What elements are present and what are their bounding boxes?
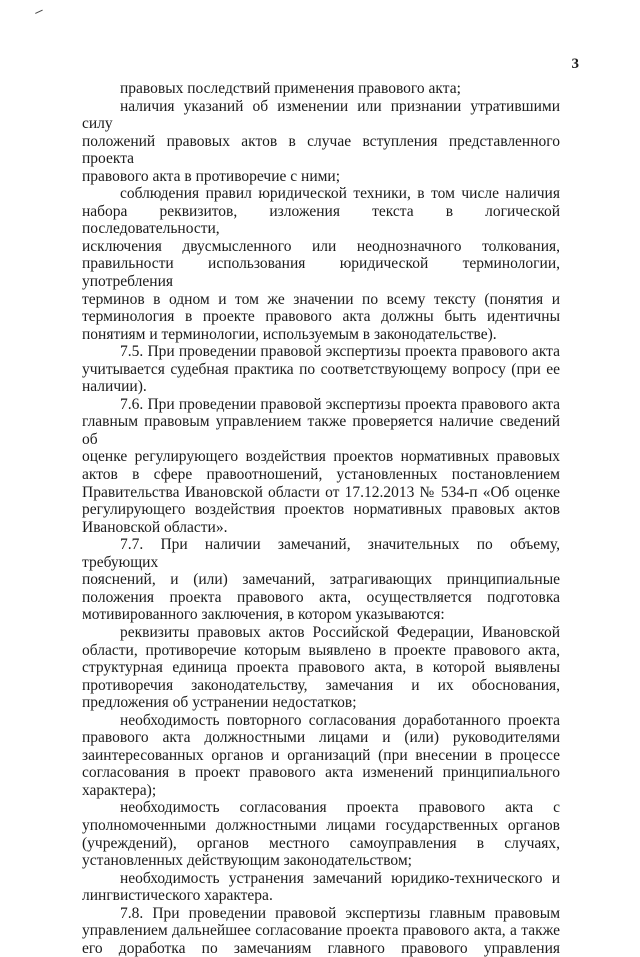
text-line: реквизиты правовых актов Российской Федерации, Ивановской xyxy=(120,623,560,641)
text-line: положения проекта правового акта, осуществляется подготовка xyxy=(82,588,560,606)
text-line: исключения двусмысленного или неоднозначного толкования, xyxy=(82,237,560,255)
document-body xyxy=(82,80,560,957)
text-line: правового акта в противоречие с ними; xyxy=(82,167,341,185)
text-line: регулирующего воздействия проектов нормативных правовых актов xyxy=(82,501,560,519)
document-text xyxy=(82,80,560,957)
text-line: главным правовым управлением также проверяется наличие сведений об xyxy=(82,413,560,448)
text-line: Ивановской области». xyxy=(82,518,228,536)
text-line: структурная единица проекта правового акта, в которой выявлены xyxy=(82,659,560,677)
text-line: согласования в проект правового акта изменений принципиального xyxy=(82,764,560,782)
text-line: оценке регулирующего воздействия проектов нормативных правовых xyxy=(82,448,560,466)
text-line: правильности использования юридической терминологии, употребления xyxy=(82,255,560,291)
text-line: правового акта должностными лицами и (или) руководителями xyxy=(82,729,560,747)
text-line: 7.8. При проведении правовой экспертизы главным правовым xyxy=(120,904,560,922)
scan-mark xyxy=(35,10,45,19)
text-line: лингвистического характера. xyxy=(82,887,273,905)
text-line: области, противоречие которым выявлено в проекте правового акта, xyxy=(82,641,560,659)
text-line: установленных действующим законодательством; xyxy=(82,852,412,870)
text-line: предложения об устранении недостатков; xyxy=(82,694,357,712)
text-line: наличии). xyxy=(82,378,147,396)
text-line: терминология в проекте правового акта должны быть идентичны xyxy=(82,308,560,326)
text-line: Правительства Ивановской области от 17.12.2013 № 534-п «Об оценке xyxy=(82,483,560,501)
text-line: 7.6. При проведении правовой экспертизы проекта правового акта xyxy=(120,395,560,413)
text-line: наличия указаний об изменении или признании утратившими силу xyxy=(82,97,560,133)
text-line: актов в сфере правоотношений, установленных постановлением xyxy=(82,466,560,484)
text-line: набора реквизитов, изложения текста в логической последовательности, xyxy=(82,202,560,238)
text-line: 7.7. При наличии замечаний, значительных по объему, требующих xyxy=(82,536,560,571)
text-line: заинтересованных органов и организаций (при внесении в процессе xyxy=(82,746,560,764)
text-line: положений правовых актов в случае вступления представленного проекта xyxy=(82,132,560,168)
text-line: уполномоченными должностными лицами государственных органов xyxy=(82,816,560,834)
text-line: (учреждений), органов местного самоуправления в случаях, xyxy=(82,834,560,852)
text-line: необходимость согласования проекта правового акта с xyxy=(120,799,560,817)
text-line: правовых последствий применения правового акта; xyxy=(120,80,461,97)
text-line: необходимость устранения замечаний юридико-технического и xyxy=(120,869,560,887)
text-line: необходимость повторного согласования доработанного проекта xyxy=(120,711,560,729)
page-number: 3 xyxy=(571,56,579,72)
text-line: характера); xyxy=(82,781,157,799)
text-line: пояснений, и (или) замечаний, затрагивающих принципиальные xyxy=(82,571,560,589)
text-line: соблюдения правил юридической техники, в том числе наличия xyxy=(120,185,560,203)
text-line: мотивированного заключения, в котором указываются: xyxy=(82,606,445,624)
text-line: 7.5. При проведении правовой экспертизы проекта правового акта xyxy=(120,343,560,361)
text-line: понятиям и терминологии, используемым в законодательстве). xyxy=(82,325,497,343)
text-line: противоречия законодательству, замечания и их обоснования, xyxy=(82,676,560,694)
text-line: его доработка по замечаниям главного правового управления xyxy=(82,939,560,957)
text-line: учитывается судебная практика по соответствующему вопросу (при ее xyxy=(82,360,560,378)
text-line: терминов в одном и том же значении по всему тексту (понятия и xyxy=(82,290,560,308)
text-line: управлением дальнейшее согласование проекта правового акта, а также xyxy=(82,922,560,940)
